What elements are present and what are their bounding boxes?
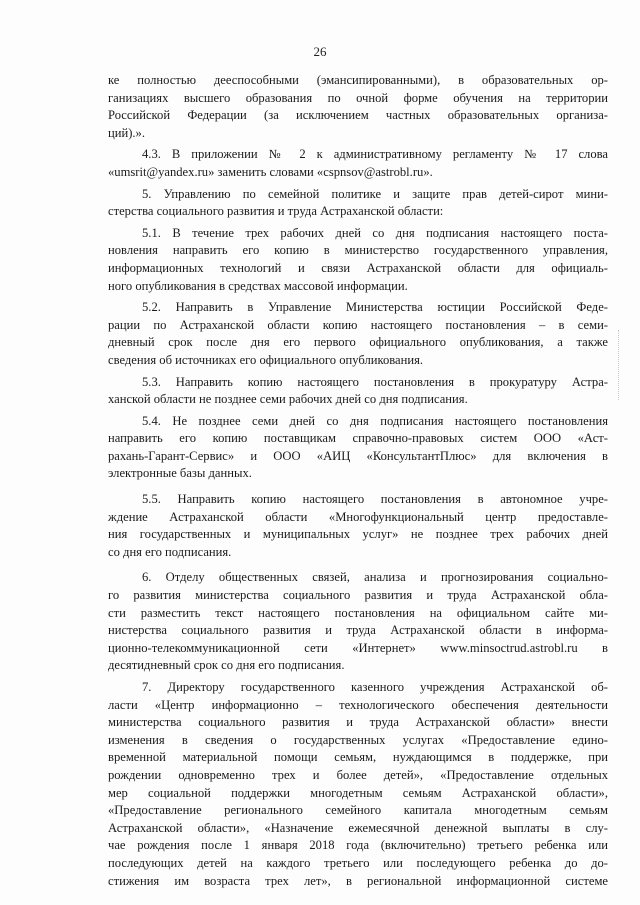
paragraph-6: [108, 569, 608, 675]
paragraph-5: [108, 186, 608, 221]
text-line: ханской области не позднее семи рабочих дней со дня подписания.: [108, 392, 468, 407]
text-line: рождении одновременно трех и более детей», «Предоставление отдельных: [108, 767, 608, 782]
text-line: ганизациях высшего образования по очной форме обучения на территории: [108, 90, 608, 105]
paragraph-5-3: [108, 374, 608, 409]
document-body: [108, 68, 608, 890]
text-line: ласти «Центр информационно – технологического обеспечения деятельности: [108, 697, 608, 712]
margin-scan-mark: [618, 330, 621, 400]
text-line: 5. Управлению по семейной политике и защите прав детей-сирот мини-: [142, 186, 608, 201]
text-line: сти разместить текст настоящего постановления на официальном сайте ми-: [108, 605, 608, 620]
paragraph-5-2: [108, 299, 608, 369]
paragraph-5-1: [108, 225, 608, 295]
text-line: ния государственных и муниципальных услуг» не позднее трех рабочих дней: [108, 527, 608, 542]
text-line: дневный срок после дня его первого официального опубликования, а также: [108, 335, 608, 350]
paragraph-5-5: [108, 491, 608, 561]
text-line: 5.4. Не позднее семи дней со дня подписания настоящего постановления: [142, 413, 608, 428]
text-line: стижения им возраста трех лет», в региональной информационной системе: [108, 873, 608, 888]
text-line: рации по Астраханской области копию настоящего постановления – в семи-: [108, 317, 608, 332]
text-line: 5.1. В течение трех рабочих дней со дня подписания настоящего поста-: [142, 225, 608, 240]
text-line: со дня его подписания.: [108, 544, 232, 559]
text-line: ционно-телекоммуникационной сети «Интернет» www.minsoctrud.astrobl.ru в: [108, 640, 608, 655]
text-line: временной материальной помощи семьям, нуждающимся в поддержке, при: [108, 750, 608, 765]
text-line: рахань-Гарант-Сервис» и ООО «АИЦ «КонсультантПлюс» для включения в: [108, 448, 608, 463]
text-line: министерства социального развития и труда Астраханской области» внести: [108, 715, 608, 730]
text-line: го развития министерства социального развития и труда Астраханской обла-: [108, 588, 608, 603]
text-line: 7. Директору государственного казенного учреждения Астраханской об-: [142, 680, 608, 694]
text-line: электронные базы данных.: [108, 466, 252, 481]
text-line: нистерства социального развития и труда Астраханской области в информа-: [108, 623, 608, 638]
text-line: ций).».: [108, 125, 146, 140]
text-line: стерства социального развития и труда Астраханской области:: [108, 204, 444, 219]
text-line: новления направить его копию в министерство государственного управления,: [108, 243, 608, 258]
paragraph-7: [108, 679, 608, 890]
text-line: сведения об источниках его официального опубликования.: [108, 352, 424, 367]
text-line: «Предоставление регионального семейного капитала многодетным семьям: [108, 803, 608, 818]
text-line: последующих детей на каждого третьего или последующего ребенка до до-: [108, 855, 608, 870]
text-line: Российской Федерации (за исключением частных образовательных организа-: [108, 108, 608, 123]
text-line: ного опубликования в средствах массовой информации.: [108, 278, 408, 293]
text-line: «umsrit@yandex.ru» заменить словами «cspnsov@astrobl.ru».: [108, 164, 433, 179]
text-line: 5.5. Направить копию настоящего постановления в автономное учре-: [142, 492, 608, 507]
text-line: информационных технологий и связи Астраханской области для официаль-: [108, 260, 608, 275]
text-line: чае рождения после 1 января 2018 года (включительно) третьего ребенка или: [108, 838, 608, 853]
text-line: ке полностью дееспособными (эмансипированными), в образовательных ор-: [108, 73, 608, 87]
paragraph-4-3: [108, 146, 608, 181]
text-line: десятидневный срок со дня его подписания.: [108, 658, 345, 673]
text-line: Астраханской области», «Назначение ежемесячной денежной выплаты в слу-: [108, 820, 608, 835]
text-line: 5.2. Направить в Управление Министерства юстиции Российской Феде-: [142, 300, 608, 315]
paragraph-5-4: [108, 413, 608, 483]
paragraph-continuation: [108, 72, 608, 142]
text-line: 6. Отделу общественных связей, анализа и прогнозирования социально-: [142, 570, 608, 585]
text-line: изменения в сведения о государственных услугах «Предоставление едино-: [108, 732, 608, 747]
page-number: 26: [313, 44, 327, 59]
text-line: 5.3. Направить копию настоящего постановления в прокуратуру Астра-: [142, 374, 608, 389]
text-line: направить его копию поставщикам справочно-правовых систем ООО «Аст-: [108, 431, 608, 446]
text-line: ждение Астраханской области «Многофункциональный центр предоставле-: [108, 509, 608, 524]
text-line: 4.3. В приложении № 2 к административному регламенту № 17 слова: [142, 147, 608, 162]
text-line: мер социальной поддержки многодетным семьям Астраханской области»,: [108, 785, 608, 800]
